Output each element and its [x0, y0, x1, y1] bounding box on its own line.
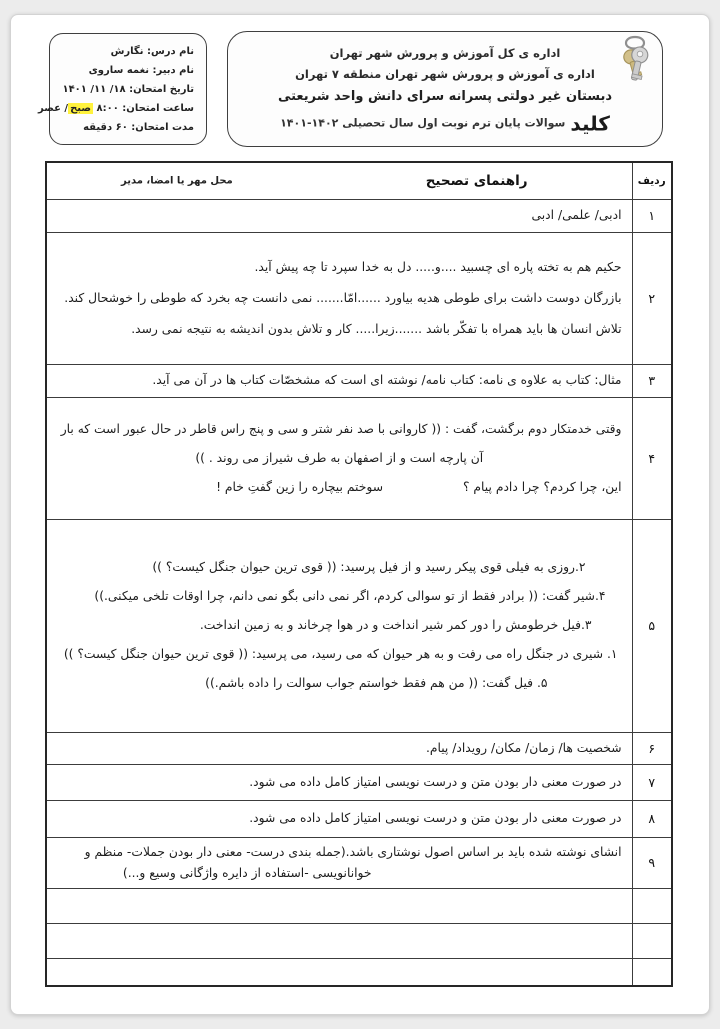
row-number-empty [632, 923, 672, 958]
guide-header-cell [46, 162, 632, 199]
row-number: ۲ [632, 232, 672, 364]
guide-line: ۲.روزی به فیلی قوی پیکر رسید و از فیل پرسید: (( قوی ترین حیوان جنگل کیست؟ )) [152, 560, 586, 574]
table-header-row [46, 162, 672, 199]
document-page [10, 14, 710, 1015]
verse-line [57, 478, 622, 497]
row-number: ۳ [632, 364, 672, 397]
exam-duration: مدت امتحان: ۶۰ دقیقه [83, 122, 194, 133]
table-row-1 [46, 199, 672, 232]
guide-line: در صورت معنی دار بودن متن و درست نویسی امتیاز کامل داده می شود. [249, 811, 622, 825]
guide-line: خوانانویسی -استفاده از دایره واژگانی وسیع و...) [122, 865, 372, 880]
key-word: کلید [570, 111, 610, 136]
exam-date: تاریخ امتحان: ۱۸/ ۱۱/ ۱۴۰۱ [62, 84, 194, 95]
table-row-4 [46, 397, 672, 519]
row-number: ۷ [632, 764, 672, 800]
guide-line: ۳.فیل خرطومش را دور کمر شیر انداخت و در هوا چرخاند و به زمین انداخت. [199, 618, 592, 632]
guide-line: تلاش انسان ها باید همراه با تفکّر باشد .......زیرا..... کار و تلاش بدون اندیشه به نتیجه نمی رسد. [131, 321, 622, 336]
row-number: ۴ [632, 397, 672, 519]
exam-time [38, 99, 194, 118]
row-number-empty [632, 958, 672, 986]
guide-column-title: راهنمای تصحیح [425, 172, 528, 189]
school-name: دبستان غیر دولتی پسرانه سرای دانش واحد شریعتی [277, 89, 613, 104]
row-content-empty [46, 923, 632, 958]
row-content [46, 764, 632, 800]
row-content [46, 199, 632, 232]
row-content [46, 519, 632, 732]
guide-line: مثال: کتاب به علاوه ی نامه: کتاب نامه/ نوشته ای است که مشخصّات کتاب ها در آن می آید. [152, 373, 622, 387]
guide-line: حکیم هم به تخته پاره ای چسبید ....و..... دل به خدا سپرد تا چه پیش آید. [254, 259, 622, 274]
exam-time-highlight: صبح [70, 103, 92, 114]
row-content-empty [46, 958, 632, 986]
answer-key-title [228, 110, 662, 137]
row-number: ۸ [632, 800, 672, 837]
course-name: نام درس: نگارش [110, 46, 194, 57]
verse-hemistich-1: این، چرا کردم؟ چرا دادم پیام ؟ [463, 479, 622, 494]
guide-line: آن پارچه است و از اصفهان به طرف شیراز می روند . )) [195, 450, 484, 465]
row-number-empty [632, 888, 672, 923]
table-row-6 [46, 732, 672, 764]
guide-line: ۴.شیر گفت: (( برادر فقط از تو سوالی کردم، اگر نمی دانی بگو نمی دانم، چرا اوقات تلخی میکنی.)) [94, 589, 606, 603]
row-content [46, 732, 632, 764]
row-content-empty [46, 888, 632, 923]
empty-row [46, 958, 672, 986]
document-header [11, 15, 709, 161]
keys-icon [615, 34, 655, 92]
empty-row [46, 923, 672, 958]
row-content [46, 364, 632, 397]
row-number: ۱ [632, 199, 672, 232]
table-row-2 [46, 232, 672, 364]
table-row-8 [46, 800, 672, 837]
guide-line: ۱. شیری در جنگل راه می رفت و به هر حیوان که می رسید، می پرسید: (( قوی ترین حیوان جنگل کیست؟ )) [63, 647, 618, 661]
table-row-7 [46, 764, 672, 800]
teacher-name: نام دبیر: نغمه ساروی [88, 65, 194, 76]
correction-guide-table [45, 161, 673, 987]
guide-line: انشای نوشته شده باید بر اساس اصول نوشتاری باشد.(جمله بندی درست- معنی دار بودن جملات- منظم و [84, 844, 622, 859]
org-line-2: اداره ی آموزش و پرورش شهر تهران منطقه ۷ تهران [295, 67, 595, 81]
verse-hemistich-2: سوختم بیچاره را زین گفتِ خام ! [216, 479, 383, 494]
row-content [46, 232, 632, 364]
key-subtitle: سوالات پایان ترم نوبت اول سال تحصیلی ۱۴۰۲-۱۴۰۱ [280, 116, 566, 130]
school-header-box [227, 31, 663, 147]
stamp-signature-note: محل مهر یا امضا، مدیر [121, 175, 233, 187]
row-number-header: ردیف [632, 162, 672, 199]
exam-info-box [38, 33, 207, 145]
row-content [46, 397, 632, 519]
org-line-1: اداره ی کل آموزش و پرورش شهر تهران [329, 46, 561, 60]
row-number: ۹ [632, 837, 672, 888]
guide-line: ۵. فیل گفت: (( من هم فقط خواستم جواب سوالت را داده باشم.)) [205, 676, 548, 690]
guide-line: وقتی خدمتکار دوم برگشت، گفت : (( کاروانی با صد نفر شتر و سی و پنج راس قاطر در حال عبور است که بار [60, 421, 622, 436]
row-number: ۵ [632, 519, 672, 732]
guide-line: شخصیت ها/ زمان/ مکان/ رویداد/ پیام. [425, 740, 622, 755]
table-row-5 [46, 519, 672, 732]
empty-row [46, 888, 672, 923]
guide-line: در صورت معنی دار بودن متن و درست نویسی امتیاز کامل داده می شود. [249, 774, 622, 789]
row-number: ۶ [632, 732, 672, 764]
guide-line: ادبی/ علمی/ ادبی [531, 208, 622, 222]
row-content [46, 800, 632, 837]
row-content [46, 837, 632, 888]
table-row-9 [46, 837, 672, 888]
exam-time-suffix: / عصر [38, 103, 69, 114]
guide-line: بازرگان دوست داشت برای طوطی هدیه بیاورد ......امّا....... نمی دانست چه بخرد که طوطی را خوشحال کند. [64, 290, 622, 305]
table-row-3 [46, 364, 672, 397]
exam-time-prefix: ساعت امتحان: ۸:۰۰ [93, 103, 194, 114]
